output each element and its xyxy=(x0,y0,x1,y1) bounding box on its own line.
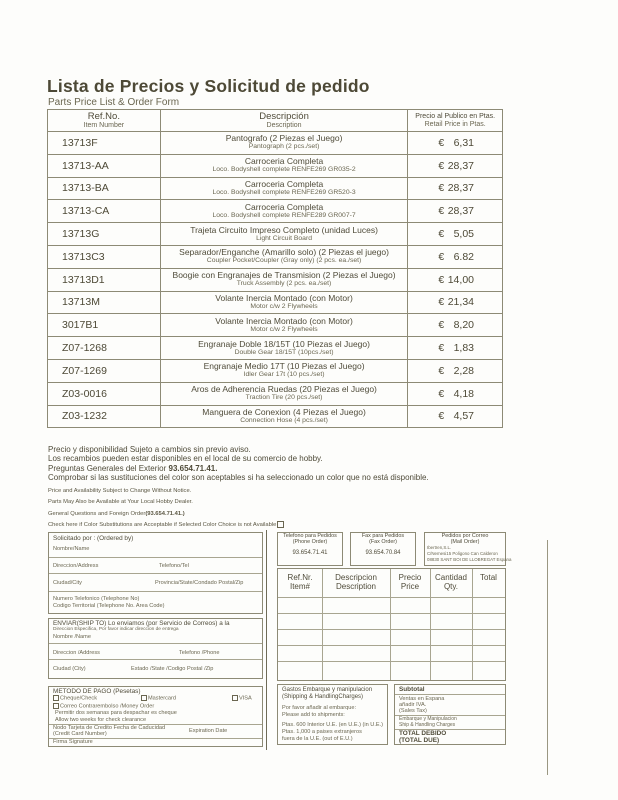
price-value: 28,37 xyxy=(447,182,474,195)
price-value: 28,37 xyxy=(447,159,474,172)
item-price xyxy=(408,382,503,405)
ship-to-box: ENVIAR(SHIP TO) Lo enviamos (por Servicio de Correos) a la Direccion Especifica, Por favor indicar direccion de entrega Nombre /Name Direccion /Address Telefono /Phone Ciudad (City) Estado /State /Codigo Postal /Zip xyxy=(48,618,263,679)
table-row xyxy=(48,245,503,268)
item-number: 13713C3 xyxy=(48,245,161,268)
price-table-header xyxy=(48,110,503,132)
city-field[interactable]: Ciudad/City xyxy=(53,580,82,586)
telephone-number-field[interactable]: Numero Telefonico (Telephone No) xyxy=(53,596,140,602)
item-description: Volante Inercia Montado (con Motor) Motor c/w 2 Flywheels xyxy=(160,314,408,337)
fax-order-number: 93.654.70.84 xyxy=(365,550,401,556)
totals-box: Subtotal Ventas en Espana añadir IVA. (Sales Tax) Embarque y Manipulacion Ship & Handling Charges TOTAL DEBIDO (TOTAL DUE) xyxy=(394,684,506,745)
euro-symbol: € xyxy=(438,387,445,400)
euro-symbol: € xyxy=(438,410,445,423)
price-value: 2,28 xyxy=(453,364,474,377)
table-row xyxy=(48,177,503,200)
page-title: Lista de Precios y Solicitud de pedido xyxy=(47,76,370,96)
item-price xyxy=(408,359,503,382)
item-number: Z07-1269 xyxy=(48,359,161,382)
euro-symbol: € xyxy=(438,364,445,377)
order-col-total: Total xyxy=(480,573,497,582)
table-row xyxy=(48,132,503,155)
item-price xyxy=(408,268,503,291)
euro-symbol: € xyxy=(438,273,445,286)
item-description: Boogie con Engranajes de Transmision (2 Piezas el Juego) Truck Assembly (2 pcs. ea./set) xyxy=(160,268,408,291)
item-price xyxy=(408,337,503,360)
ship-name-field[interactable]: Nombre /Name xyxy=(53,634,91,640)
price-value: 6,31 xyxy=(453,136,474,149)
payment-method-box: METODO DE PAGO (Pesetas) Cheque/Check Mastercard VISA Correo Contrarembolso /Money Order Permitir dos semanas para despachar es cheque Allow two weeks for check clearance Nodo Tarjeta de Credito Fecha de Caducidad (Credit Card Number) Expiration Date Firma Signature xyxy=(48,686,263,747)
price-value: 6.82 xyxy=(453,250,474,263)
price-value: 8,20 xyxy=(453,319,474,332)
item-description: Pantografo (2 Piezas el Juego) Pantograph (2 pcs./set) xyxy=(160,132,408,155)
table-row xyxy=(48,268,503,291)
price-value: 4,18 xyxy=(453,387,474,400)
item-price xyxy=(408,200,503,223)
table-row xyxy=(48,291,503,314)
price-value: 1,83 xyxy=(453,342,474,355)
euro-symbol: € xyxy=(438,182,445,195)
phone-order-box: Telefono para Pedidos (Phone Order) 93.654.71.41 xyxy=(277,532,343,566)
item-description: Engranaje Doble 18/15T (10 Piezas el Juego) Double Gear 18/15T (10pcs./set) xyxy=(160,337,408,360)
name-field[interactable]: Nombre/Name xyxy=(53,546,90,552)
table-row xyxy=(48,337,503,360)
phone-order-number: 93.654.71.41 xyxy=(292,550,328,556)
ship-state-zip-field[interactable]: Estado /State /Codigo Postal /Zip xyxy=(131,666,214,672)
euro-symbol: € xyxy=(438,205,445,218)
col-header-description: Descripción Description xyxy=(160,110,408,132)
fax-order-box: Fax para Pedidos (Fax Order) 93.654.70.84 xyxy=(350,532,416,566)
euro-symbol: € xyxy=(438,296,445,309)
euro-symbol: € xyxy=(438,250,445,263)
state-zip-field[interactable]: Provincia/State/Condado Postal/Zip xyxy=(155,580,244,586)
payment-mastercard-option[interactable]: Mastercard xyxy=(141,695,176,701)
col-header-ref: Ref.No. Item Number xyxy=(48,110,161,132)
item-description: Carroceria Completa Loco. Bodyshell complete RENFE269 GR035-2 xyxy=(160,154,408,177)
item-price xyxy=(408,177,503,200)
area-code-field[interactable]: Codigo Territorial (Telephone No. Area Code) xyxy=(53,603,165,609)
item-price xyxy=(408,154,503,177)
ordered-by-box: Solicitado por : (Ordered by) Nombre/Name Direccion/Address Telefono/Tel Ciudad/City Provincia/State/Condado Postal/Zip Numero Telefonico (Telephone No) Codigo Territorial (Telephone No. Area Code) xyxy=(48,532,263,614)
order-col-description: Descripcion Description xyxy=(335,573,377,591)
table-row xyxy=(48,405,503,428)
table-row xyxy=(48,359,503,382)
euro-symbol: € xyxy=(438,136,445,149)
color-substitution-checkbox[interactable] xyxy=(277,521,284,528)
ship-city-field[interactable]: Ciudad (City) xyxy=(53,666,86,672)
item-description: Carroceria Completa Loco. Bodyshell complete RENFE289 GR007-7 xyxy=(160,200,408,223)
page-subtitle: Parts Price List & Order Form xyxy=(48,97,180,108)
item-description: Carroceria Completa Loco. Bodyshell complete RENFE269 GR520-3 xyxy=(160,177,408,200)
price-value: 5,05 xyxy=(453,228,474,241)
price-value: 4,57 xyxy=(453,410,474,423)
price-value: 28,37 xyxy=(447,205,474,218)
item-number: 13713D1 xyxy=(48,268,161,291)
euro-symbol: € xyxy=(438,228,445,241)
address-field[interactable]: Direccion/Address xyxy=(53,563,99,569)
item-description: Trajeta Circuito Impreso Completo (unidad Luces) Light Circuit Board xyxy=(160,223,408,246)
order-col-ref: Ref.Nr. Item# xyxy=(287,573,313,591)
order-col-price: Precio Price xyxy=(398,573,422,591)
item-number: 13713F xyxy=(48,132,161,155)
signature-field[interactable]: Firma Signature xyxy=(53,739,93,745)
item-number: 13713-BA xyxy=(48,177,161,200)
price-list-table xyxy=(47,109,503,428)
item-price xyxy=(408,223,503,246)
item-description: Engranaje Medio 17T (10 Piezas el Juego) Idler Gear 17t (10 pcs./set) xyxy=(160,359,408,382)
notes-english: Price and Availability Subject to Change Without Notice. Parts May Also be Available at Your Local Hobby Dealer. General Questions and Foreign Order(93.654.71.41.) Check here if Color Substitutions are Acceptable if Selected Color Choice is not Available xyxy=(48,486,284,531)
item-number: Z03-1232 xyxy=(48,405,161,428)
item-number: 13713-AA xyxy=(48,154,161,177)
notes-spanish: Precio y disponibilidad Sujeto a cambios sin previo aviso. Los recambios pueden estar disponibles en el local de su comercio de hobby. Preguntas Generales del Exterior 93.654.71.41. Comprobar si las sustituciones del color son aceptables si ha seleccionado un color que no está disponible. xyxy=(48,445,429,483)
shipping-charges-box: Gastos Embarque y manipulacion (Shipping & HandlingCharges) Por favor añadir al embarque: Please add to shipments: Ptas. 600 Interior U.E. (en U.E.) (in U.E.) Ptas. 1,000 a paises extranjeros fuera de la U.E. (out of E.U.) xyxy=(277,684,388,745)
item-description: Manguera de Conexion (4 Piezas el Juego) Connection Hose (4 pcs./set) xyxy=(160,405,408,428)
payment-visa-option[interactable]: VISA xyxy=(232,695,252,701)
table-row xyxy=(48,314,503,337)
item-number: Z03-0016 xyxy=(48,382,161,405)
payment-money-order-option[interactable]: Correo Contrarembolso /Money Order xyxy=(53,703,154,709)
item-number: 13713M xyxy=(48,291,161,314)
column-divider xyxy=(266,530,267,750)
item-number: Z07-1268 xyxy=(48,337,161,360)
expiration-date-field[interactable]: Expiration Date xyxy=(189,728,228,734)
phone-field[interactable]: Telefono/Tel xyxy=(159,563,189,569)
item-description: Separador/Enganche (Amarillo solo) (2 Piezas el juego) Coupler Pocket/Coupler (Gray only) (2 pcs. ea./set) xyxy=(160,245,408,268)
ship-address-field[interactable]: Direccion /Address xyxy=(53,650,100,656)
table-row xyxy=(48,223,503,246)
price-value: 21,34 xyxy=(447,296,474,309)
item-number: 13713-CA xyxy=(48,200,161,223)
order-items-table xyxy=(277,568,506,681)
mail-order-box: Pedidos por Correo (Mail Order) Ibertren,S.L. C/Nemesi15 Poligono Can Calderon 08830 SANT BOI DE LLOBREGAT Espana xyxy=(424,532,506,566)
item-number: 13713G xyxy=(48,223,161,246)
item-description: Volante Inercia Montado (con Motor) Motor c/w 2 Flywheels xyxy=(160,291,408,314)
price-value: 14,00 xyxy=(447,273,474,286)
item-description: Aros de Adherencia Ruedas (20 Piezas el Juego) Traction Tire (20 pcs./set) xyxy=(160,382,408,405)
credit-card-number-field[interactable]: Nodo Tarjeta de Credito Fecha de Caducidad (Credit Card Number) xyxy=(53,725,166,737)
euro-symbol: € xyxy=(438,342,445,355)
scan-edge-line xyxy=(547,540,548,775)
item-price xyxy=(408,245,503,268)
table-row xyxy=(48,200,503,223)
table-row xyxy=(48,154,503,177)
table-row xyxy=(48,382,503,405)
euro-symbol: € xyxy=(438,319,445,332)
item-price xyxy=(408,291,503,314)
item-price xyxy=(408,132,503,155)
euro-symbol: € xyxy=(438,159,445,172)
order-col-qty: Cantidad Qty. xyxy=(434,573,468,591)
item-number: 3017B1 xyxy=(48,314,161,337)
ship-phone-field[interactable]: Telefono /Phone xyxy=(179,650,220,656)
payment-check-option[interactable]: Cheque/Check xyxy=(53,695,97,701)
col-header-price: Precio al Publico en Ptas. Retail Price in Ptas. xyxy=(408,110,503,132)
item-price xyxy=(408,405,503,428)
item-price xyxy=(408,314,503,337)
